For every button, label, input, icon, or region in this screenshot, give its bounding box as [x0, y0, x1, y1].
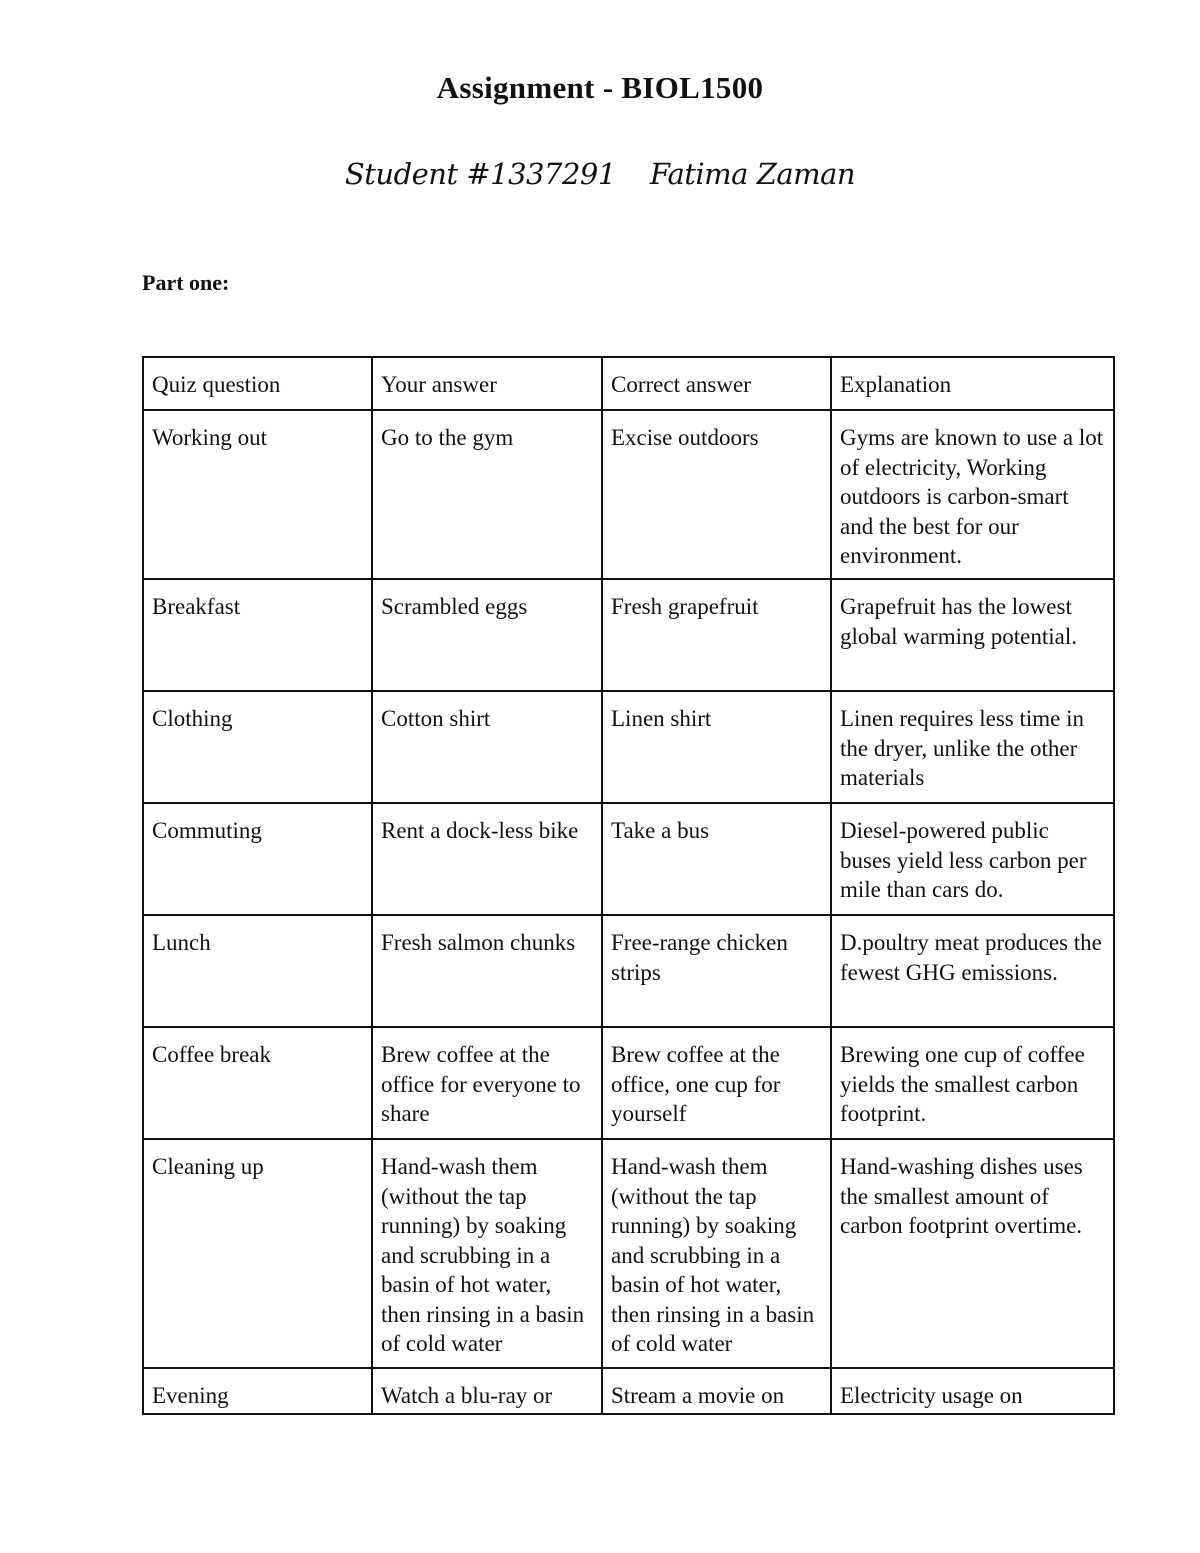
- student-info: [0, 157, 1200, 191]
- table-row: [143, 1027, 1114, 1139]
- cell-quiz-question: Working out: [143, 410, 372, 579]
- cell-your-answer: Watch a blu-ray or: [372, 1368, 602, 1414]
- cell-your-answer: Cotton shirt: [372, 691, 602, 803]
- cell-quiz-question: Lunch: [143, 915, 372, 1027]
- table-row: [143, 803, 1114, 915]
- table-row: [143, 915, 1114, 1027]
- cell-correct-answer: Excise outdoors: [602, 410, 831, 579]
- table-row: [143, 1139, 1114, 1368]
- cell-correct-answer: Take a bus: [602, 803, 831, 915]
- cell-your-answer: Hand-wash them (without the tap running) by soaking and scrubbing in a basin of hot water, then rinsing in a basin of cold water: [372, 1139, 602, 1368]
- cell-correct-answer: Hand-wash them (without the tap running) by soaking and scrubbing in a basin of hot water, then rinsing in a basin of cold water: [602, 1139, 831, 1368]
- cell-quiz-question: Coffee break: [143, 1027, 372, 1139]
- cell-your-answer: Scrambled eggs: [372, 579, 602, 691]
- table-row: [143, 410, 1114, 579]
- cell-correct-answer: Brew coffee at the office, one cup for yourself: [602, 1027, 831, 1139]
- table-row: [143, 1368, 1114, 1414]
- student-id: Student #1337291: [344, 157, 616, 191]
- cell-correct-answer: Linen shirt: [602, 691, 831, 803]
- cell-explanation: Diesel-powered public buses yield less carbon per mile than cars do.: [831, 803, 1114, 915]
- cell-explanation: Hand-washing dishes uses the smallest amount of carbon footprint overtime.: [831, 1139, 1114, 1368]
- cell-correct-answer: Free-range chicken strips: [602, 915, 831, 1027]
- cell-your-answer: Fresh salmon chunks: [372, 915, 602, 1027]
- table-header-row: [143, 357, 1114, 410]
- cell-explanation: D.poultry meat produces the fewest GHG emissions.: [831, 915, 1114, 1027]
- header-correct-answer: Correct answer: [602, 357, 831, 410]
- cell-quiz-question: Commuting: [143, 803, 372, 915]
- section-heading: Part one:: [142, 270, 230, 295]
- student-name: Fatima Zaman: [649, 157, 856, 191]
- table-row: [143, 691, 1114, 803]
- cell-quiz-question: Breakfast: [143, 579, 372, 691]
- quiz-table: [142, 356, 1115, 1415]
- cell-quiz-question: Clothing: [143, 691, 372, 803]
- cell-your-answer: Go to the gym: [372, 410, 602, 579]
- cell-your-answer: Rent a dock-less bike: [372, 803, 602, 915]
- header-your-answer: Your answer: [372, 357, 602, 410]
- header-quiz-question: Quiz question: [143, 357, 372, 410]
- cell-correct-answer: Stream a movie on: [602, 1368, 831, 1414]
- cell-explanation: Linen requires less time in the dryer, unlike the other materials: [831, 691, 1114, 803]
- cell-explanation: Brewing one cup of coffee yields the smallest carbon footprint.: [831, 1027, 1114, 1139]
- table-row: [143, 579, 1114, 691]
- cell-quiz-question: Cleaning up: [143, 1139, 372, 1368]
- cell-quiz-question: Evening: [143, 1368, 372, 1414]
- cell-explanation: Gyms are known to use a lot of electricity, Working outdoors is carbon-smart and the best for our environment.: [831, 410, 1114, 579]
- cell-your-answer: Brew coffee at the office for everyone to share: [372, 1027, 602, 1139]
- header-explanation: Explanation: [831, 357, 1114, 410]
- cell-correct-answer: Fresh grapefruit: [602, 579, 831, 691]
- cell-explanation: Grapefruit has the lowest global warming potential.: [831, 579, 1114, 691]
- cell-explanation: Electricity usage on: [831, 1368, 1114, 1414]
- document-title: Assignment - BIOL1500: [436, 70, 764, 105]
